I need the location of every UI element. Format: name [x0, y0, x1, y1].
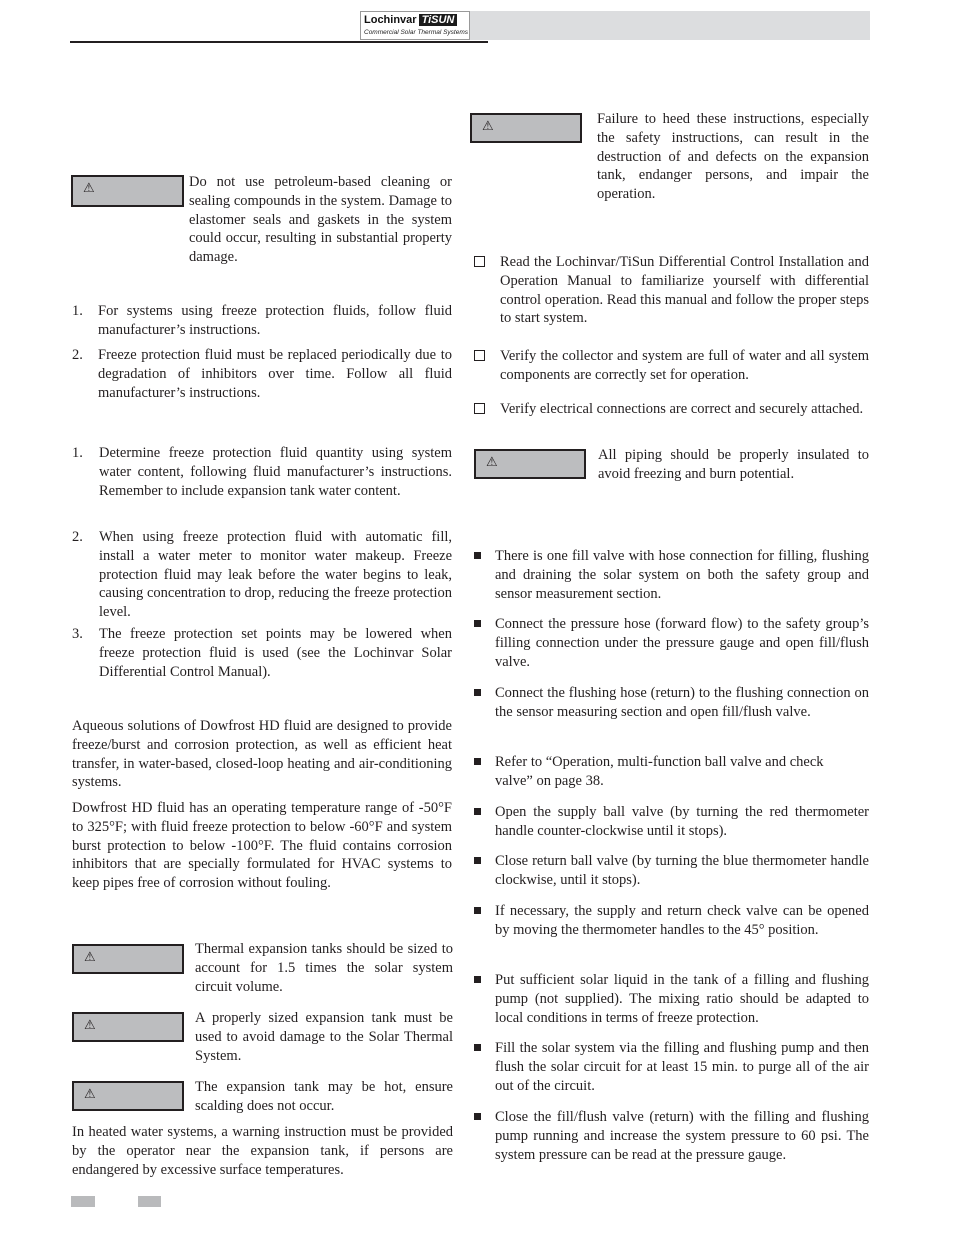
step-item: Connect the flushing hose (return) to the flushing connection on the sensor measuring section and open fill/flush valve.: [474, 684, 869, 741]
list-item: 2. Freeze protection fluid must be replaced periodically due to degradation of inhibitors over time. Follow all fluid manufacturer’s instructions.: [72, 347, 452, 401]
bullet-icon: [474, 552, 481, 559]
caution-label: [71, 175, 184, 207]
bullet-icon: [474, 907, 481, 914]
warning-icon: ⚠: [83, 181, 95, 196]
warning-tank-sizing-text: Thermal expansion tanks should be sized to account for 1.5 times the solar system circuit volume.: [195, 941, 453, 995]
brand-logo: [360, 11, 470, 40]
dowfrost-paragraph-1: Aqueous solutions of Dowfrost HD fluid are designed to provide freeze/burst and corrosion protection, as well as efficient heat transfer, in water-based, closed-loop heating and air-conditioning systems.: [72, 718, 452, 791]
checkbox-icon: [474, 350, 485, 361]
footer-mark: [71, 1196, 95, 1207]
step-item: Put sufficient solar liquid in the tank of a filling and flushing pump (not supplied). The mixing ratio should be adapted to local conditions in terms of freeze protection.: [474, 971, 869, 1028]
bullet-icon: [474, 1113, 481, 1120]
bullet-icon: [474, 976, 481, 983]
brand-tagline: Commercial Solar Thermal Systems: [364, 29, 469, 36]
caution-label: [470, 113, 582, 143]
warning-piping-text: All piping should be properly insulated to avoid freezing and burn potential.: [598, 447, 869, 482]
checklist-item: Verify electrical connections are correct and securely attached.: [474, 400, 869, 438]
warning-icon: ⚠: [84, 1018, 96, 1033]
step-item: There is one fill valve with hose connection for filling, flushing and draining the solar system on both the safety group and sensor measurement section.: [474, 547, 869, 604]
step-item: Close the fill/flush valve (return) with the filling and flushing pump running and increase the system pressure to 60 psi. The system pressure can be read at the pressure gauge.: [474, 1108, 869, 1184]
bullet-icon: [474, 1044, 481, 1051]
warning-tank-proper-text: A properly sized expansion tank must be used to avoid damage to the Solar Thermal System.: [195, 1010, 453, 1064]
caution-label: [474, 449, 586, 479]
bullet-icon: [474, 758, 481, 765]
checklist-item: Read the Lochinvar/TiSun Differential Control Installation and Operation Manual to familiarize yourself with differential control operation. Read this manual and follow the proper steps to start system.: [474, 253, 869, 329]
bullet-icon: [474, 808, 481, 815]
tisun-badge: TiSUN: [419, 14, 458, 26]
bullet-icon: [474, 689, 481, 696]
checklist-item: Verify the collector and system are full of water and all system components are correctly set for operation.: [474, 347, 869, 385]
warning-icon: ⚠: [84, 1087, 96, 1102]
bullet-icon: [474, 620, 481, 627]
step-item: Connect the pressure hose (forward flow) to the safety group’s filling connection under the pressure gauge and open fill/flush valve.: [474, 615, 869, 672]
caution-label: [72, 1012, 184, 1042]
step-item: Open the supply ball valve (by turning the red thermometer handle counter-clockwise until it stops).: [474, 803, 869, 841]
checkbox-icon: [474, 256, 485, 267]
brand-name: Lochinvar TiSUN: [364, 14, 457, 26]
warning-icon: ⚠: [486, 455, 498, 470]
step-item: Close return ball valve (by turning the blue thermometer handle clockwise, until it stops).: [474, 852, 869, 890]
heated-water-note: In heated water systems, a warning instruction must be provided by the operator near the expansion tank, if persons are endangered by excessive surface temperatures.: [72, 1124, 453, 1178]
warning-failure-text: Failure to heed these instructions, especially the safety instructions, can result in the destruction of and defects on the expansion tank, endanger persons, and impair the operation.: [597, 111, 869, 203]
bullet-icon: [474, 857, 481, 864]
warning-tank-hot-text: The expansion tank may be hot, ensure scalding does not occur.: [195, 1079, 453, 1114]
list-item: 1. For systems using freeze protection fluids, follow fluid manufacturer’s instructions.: [72, 303, 452, 338]
dowfrost-paragraph-2: Dowfrost HD fluid has an operating temperature range of -50°F to 325°F; with fluid freeze protection to below -60°F and system burst protection to below -100°F. The fluid contains corrosion inhibitors that are specially formulated for HVAC systems to keep pipes free of corrosion without fouling.: [72, 800, 452, 892]
caution-petroleum-text: Do not use petroleum-based cleaning or sealing compounds in the system. Damage to elastomer seals and gaskets in the system could occur, resulting in substantial property damage.: [189, 174, 452, 266]
caution-label: [72, 1081, 184, 1111]
step-item: Fill the solar system via the filling and flushing pump and then flush the solar circuit for at least 15 min. to purge all of the air out of the circuit.: [474, 1039, 869, 1096]
list-item: 2. When using freeze protection fluid with automatic fill, install a water meter to monitor water makeup. Freeze protection fluid may leak before the water begins to leak, causing concentration to drop, reducing the freeze protection level.: [72, 529, 452, 621]
step-item: If necessary, the supply and return check valve can be opened by moving the thermometer handles to the 45° position.: [474, 902, 869, 959]
header-rule: [70, 41, 488, 43]
list-item: 1. Determine freeze protection fluid quantity using system water content, following fluid manufacturer’s instructions. Remember to include expansion tank water content.: [72, 445, 452, 499]
warning-icon: ⚠: [84, 950, 96, 965]
checkbox-icon: [474, 403, 485, 414]
caution-label: [72, 944, 184, 974]
footer-mark: [138, 1196, 161, 1207]
warning-icon: ⚠: [482, 119, 494, 134]
list-item: 3. The freeze protection set points may be lowered when freeze protection fluid is used (see the Lochinvar Solar Differential Control Manual).: [72, 626, 452, 680]
step-item: Refer to “Operation, multi-function ball valve and check valve” on page 38.: [474, 753, 869, 791]
